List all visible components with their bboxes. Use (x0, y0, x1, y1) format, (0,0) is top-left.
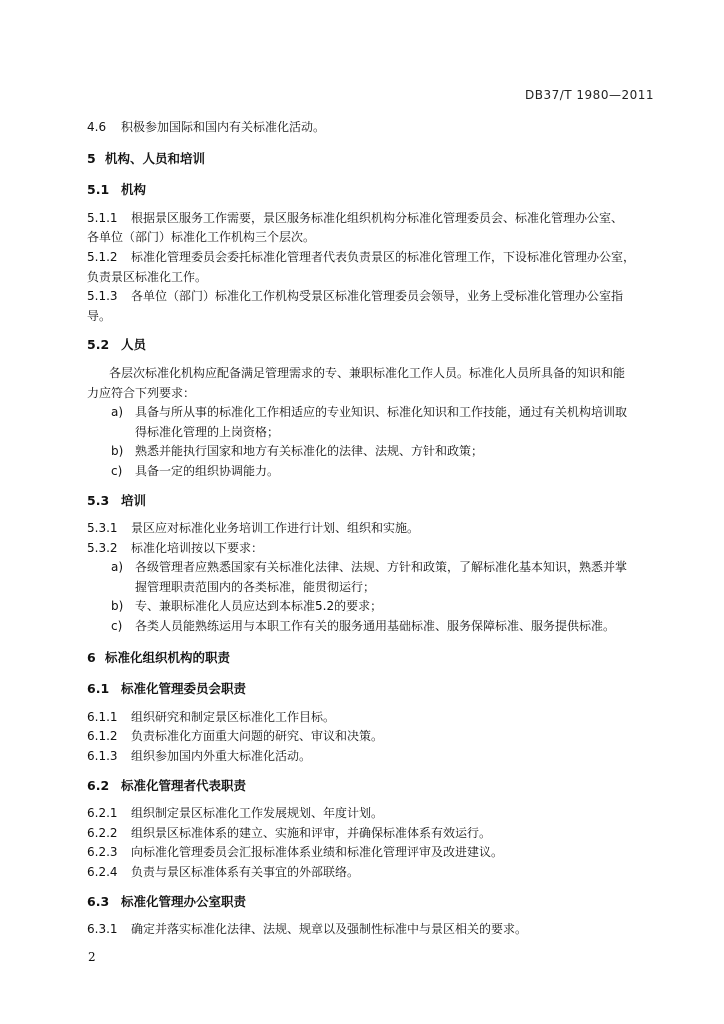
clause-number: 6.2.2 (87, 825, 118, 840)
page-number: 2 (88, 950, 96, 964)
clause-number: 5.3.2 (87, 540, 118, 555)
clause-number: 6.1.3 (87, 749, 118, 764)
continuation-line: 力应符合下列要求： (87, 385, 196, 400)
clause-line (87, 920, 667, 940)
list-item-text: 具备与所从事的标准化工作相适应的专业知识、标准化知识和工作技能，通过有关机构培训取 (135, 405, 628, 420)
subsection-heading (87, 892, 667, 912)
clause-text: 机构、人员和培训 (105, 150, 206, 166)
clause-number: 5.1 (87, 182, 110, 198)
clause-text: 人员 (121, 337, 147, 353)
clause-text: 向标准化管理委员会汇报标准体系业绩和标准化管理评审及改进建议。 (131, 845, 504, 860)
section-heading (87, 149, 667, 169)
list-item-label: a) (111, 560, 124, 575)
clause-number: 6.2 (87, 777, 110, 793)
clause-text: 积极参加国际和国内有关标准化活动。 (121, 120, 326, 134)
clause-text: 确定并落实标准化法律、法规、规章以及强制性标准中与景区相关的要求。 (131, 922, 528, 937)
list-item-label: b) (111, 599, 124, 614)
clause-number: 5.3 (87, 492, 110, 508)
list-item-text: 专、兼职标准化人员应达到本标准5.2的要求； (135, 599, 383, 614)
clause-text: 组织参加国内外重大标准化活动。 (131, 749, 312, 764)
subsection-heading (87, 335, 667, 355)
list-item-label: c) (111, 463, 123, 478)
clause-number: 5.2 (87, 337, 110, 353)
clause-line (87, 209, 667, 229)
continuation-line: 导。 (87, 308, 112, 323)
clause-line (87, 843, 667, 863)
clause-line (87, 539, 667, 559)
list-item-label: a) (111, 405, 124, 420)
clause-line (87, 519, 667, 539)
clause-line (87, 747, 667, 767)
list-item (87, 558, 667, 578)
clause-text: 景区应对标准化业务培训工作进行计划、组织和实施。 (131, 521, 420, 536)
list-item-text: 各类人员能熟练运用与本职工作有关的服务通用基础标准、服务保障标准、服务提供标准。 (135, 619, 616, 634)
clause-line (87, 248, 667, 268)
clause-text: 负责标准化方面重大问题的研究、审议和决策。 (131, 729, 384, 744)
list-item-text: 各级管理者应熟悉国家有关标准化法律、法规、方针和政策，了解标准化基本知识，熟悉并掌 (135, 560, 628, 575)
clause-number: 5.1.3 (87, 289, 118, 304)
list-item-continuation: 握管理职责范围内的各类标准，能贯彻运行； (135, 579, 376, 594)
subsection-heading (87, 679, 667, 699)
clause-line (87, 863, 667, 883)
list-item-continuation: 得标准化管理的上岗资格； (135, 424, 280, 439)
list-item-text: 具备一定的组织协调能力。 (135, 463, 280, 478)
clause-number: 6.3 (87, 893, 110, 909)
clause-number: 5.3.1 (87, 521, 118, 536)
list-item (87, 617, 667, 637)
clause-number: 6.3.1 (87, 922, 118, 937)
list-item-label: b) (111, 444, 124, 459)
clause-number: 6.1.1 (87, 709, 118, 724)
clause-number: 6.1.2 (87, 729, 118, 744)
clause-number: 5.1.2 (87, 249, 118, 264)
clause-line (87, 708, 667, 728)
clause-line (87, 824, 667, 844)
clause-text: 机构 (121, 182, 147, 198)
clause-text: 标准化培训按以下要求： (131, 540, 264, 555)
clause-number: 5 (87, 150, 96, 166)
list-item (87, 597, 667, 617)
subsection-heading (87, 180, 667, 200)
clause-number: 5.1.1 (87, 210, 118, 225)
clause-text: 组织景区标准体系的建立、实施和评审，并确保标准体系有效运行。 (131, 825, 492, 840)
clause-number: 6.2.1 (87, 806, 118, 821)
section-heading (87, 648, 667, 668)
clause-number: 6.2.4 (87, 865, 118, 879)
clause-text: 标准化组织机构的职责 (105, 649, 231, 665)
list-item (87, 442, 667, 462)
clause-line (87, 118, 667, 138)
clause-number: 4.6 (87, 120, 107, 134)
clause-text: 标准化管理委员会委托标准化管理者代表负责景区的标准化管理工作，下设标准化管理办公室， (131, 249, 636, 264)
clause-text: 组织制定景区标准化工作发展规划、年度计划。 (131, 806, 384, 821)
continuation-line: 各单位（部门）标准化工作机构三个层次。 (87, 230, 316, 245)
clause-number: 6.1 (87, 681, 110, 697)
clause-number: 6.2.3 (87, 845, 118, 860)
clause-text: 根据景区服务工作需要，景区服务标准化组织机构分标准化管理委员会、标准化管理办公室、 (131, 210, 624, 225)
continuation-line: 负责景区标准化工作。 (87, 269, 208, 284)
clause-number: 6 (87, 649, 96, 665)
clause-text: 各单位（部门）标准化工作机构受景区标准化管理委员会领导，业务上受标准化管理办公室指 (131, 289, 624, 304)
list-item-text: 熟悉并能执行国家和地方有关标准化的法律、法规、方针和政策； (135, 444, 484, 459)
clause-text: 标准化管理办公室职责 (121, 893, 247, 909)
clause-line (87, 804, 667, 824)
subsection-heading (87, 491, 667, 511)
list-item-label: c) (111, 619, 123, 634)
clause-text: 组织研究和制定景区标准化工作目标。 (131, 709, 336, 724)
document-body (87, 118, 667, 940)
clause-text: 培训 (121, 492, 147, 508)
subsection-heading (87, 776, 667, 796)
clause-line (87, 287, 667, 307)
clause-text: 负责与景区标准体系有关事宜的外部联络。 (131, 865, 360, 879)
clause-line (87, 727, 667, 747)
clause-text: 标准化管理者代表职责 (121, 777, 247, 793)
list-item (87, 462, 667, 482)
standard-code: DB37/T 1980—2011 (524, 88, 654, 102)
paragraph-line: 各层次标准化机构应配备满足管理需求的专、兼职标准化工作人员。标准化人员所具备的知识和能 (109, 365, 626, 380)
clause-text: 标准化管理委员会职责 (121, 681, 247, 697)
list-item (87, 403, 667, 423)
